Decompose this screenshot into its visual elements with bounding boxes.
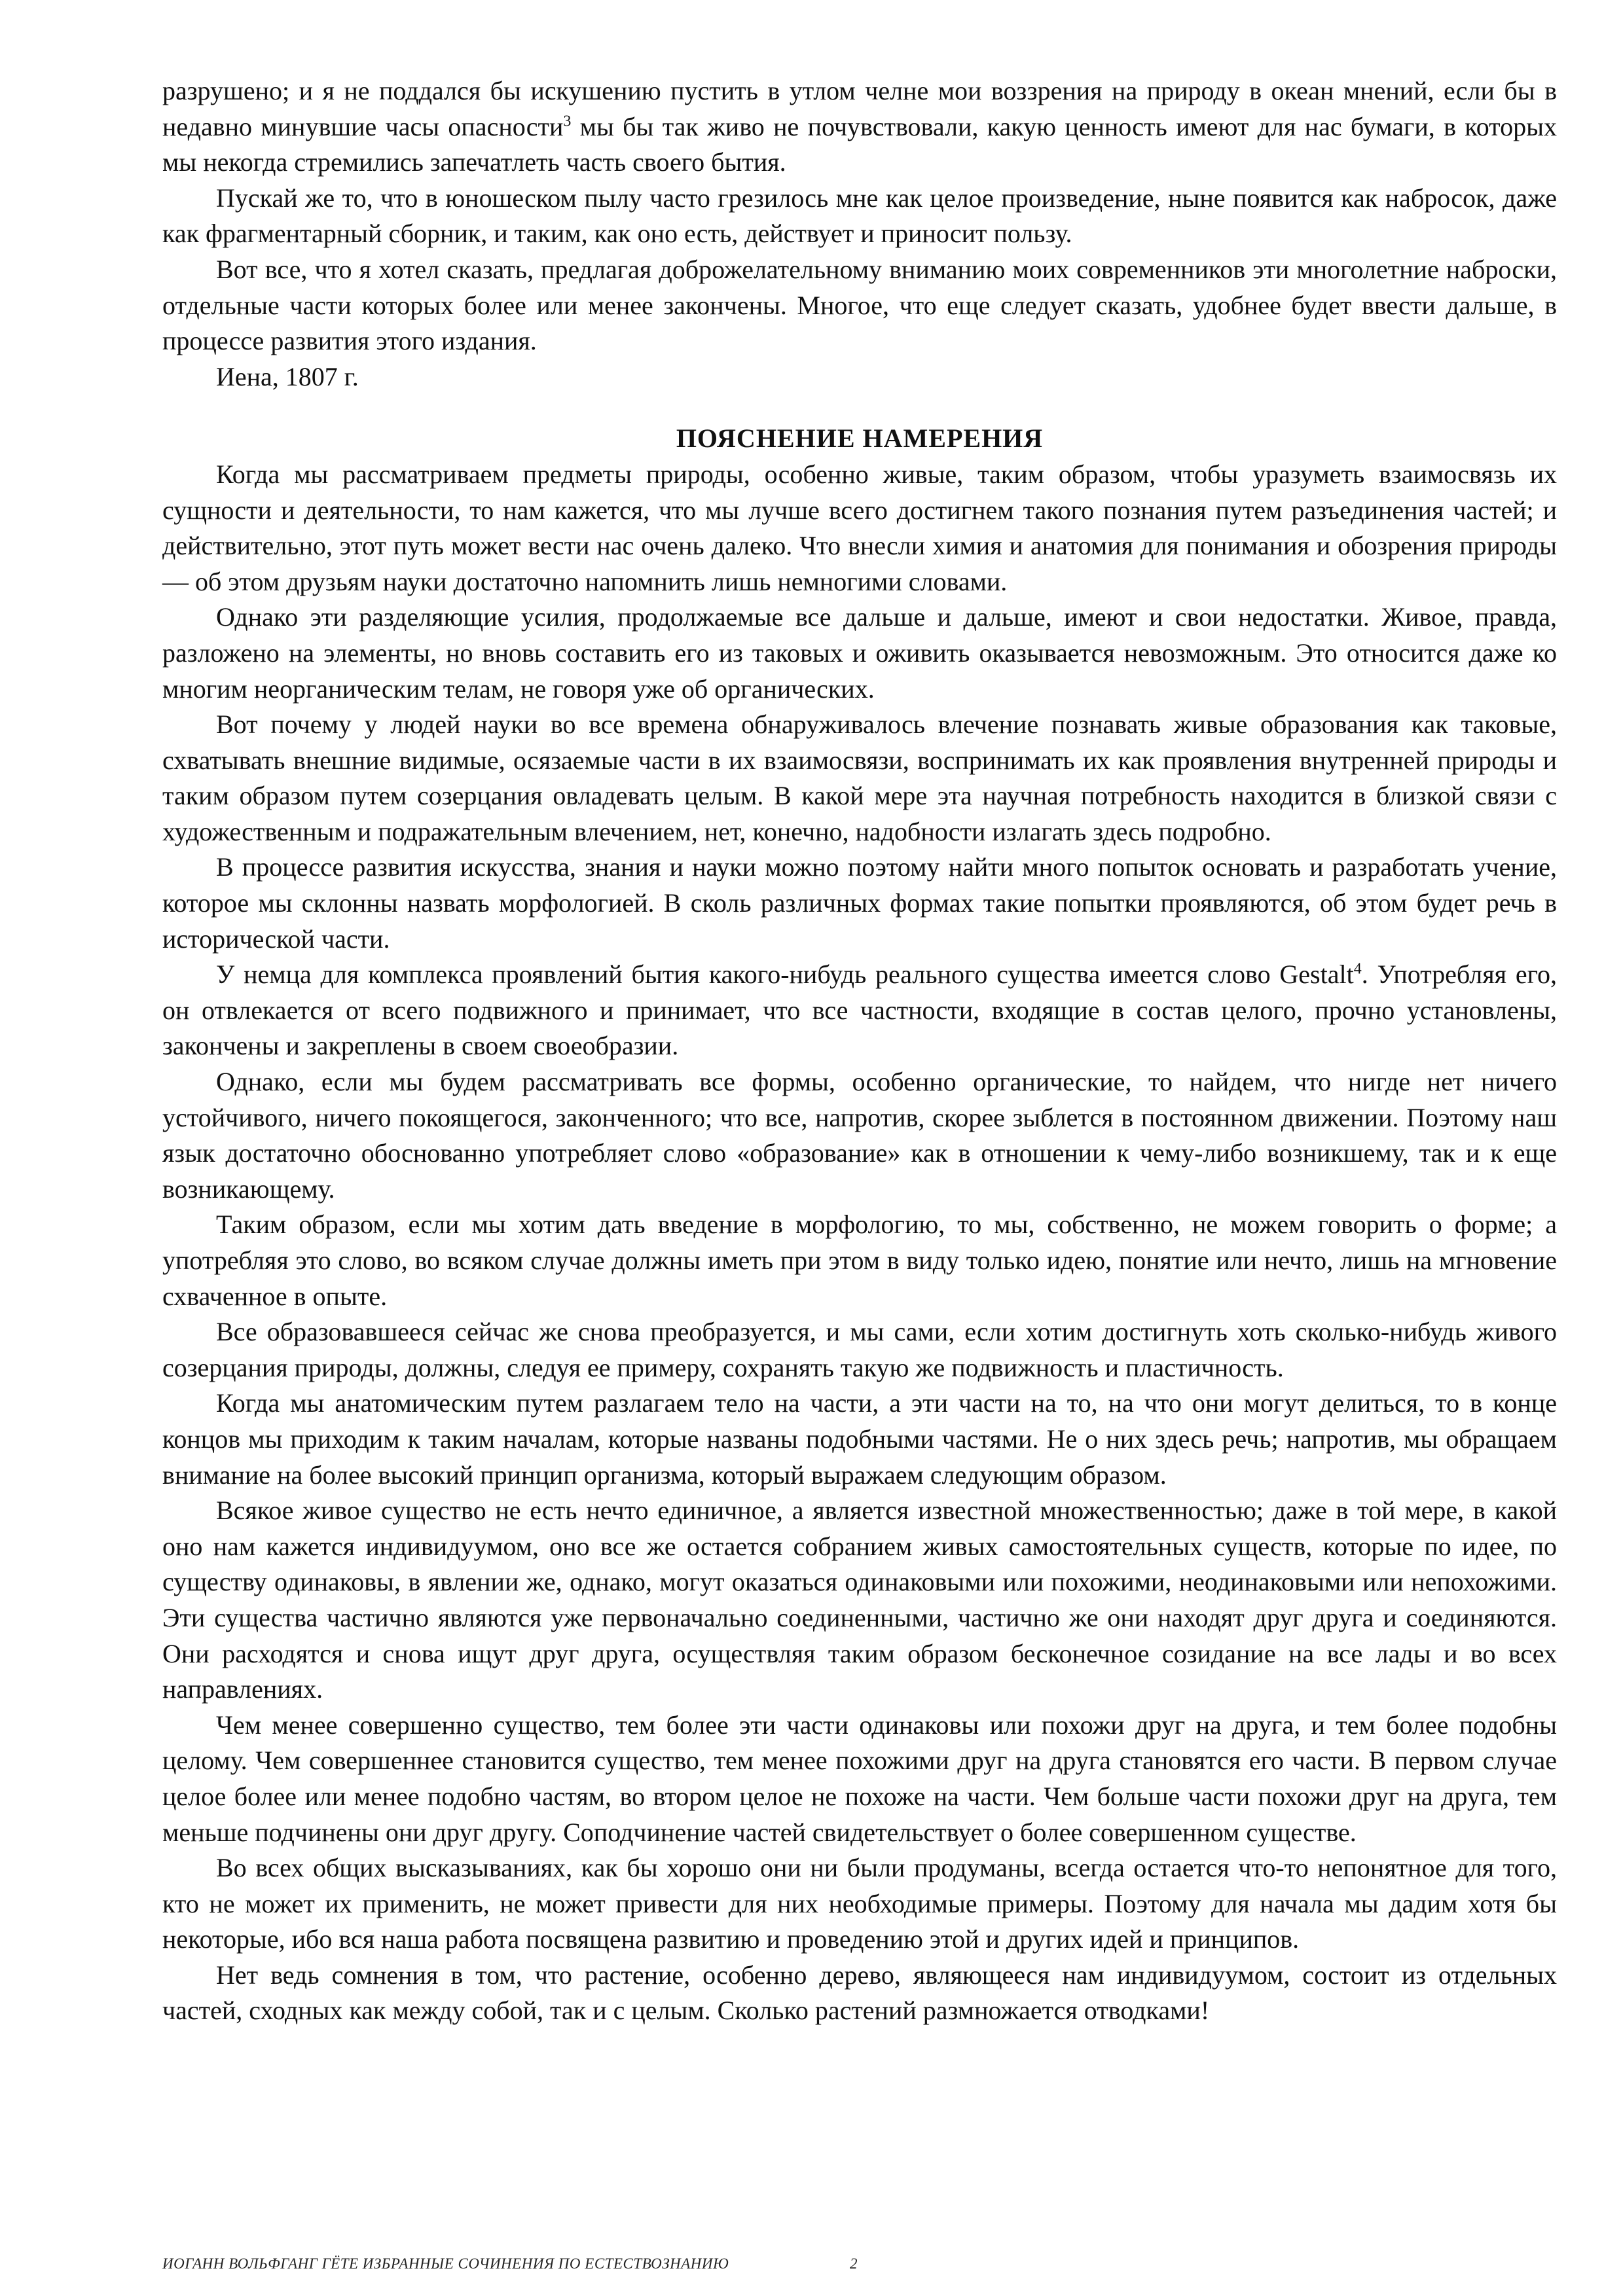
paragraph-text: У немца для комплекса проявлений бытия какого-нибудь реального существа имеется слово Gestalt	[216, 960, 1354, 990]
paragraph: Вот все, что я хотел сказать, предлагая доброжелательному вниманию моих современников эти многолетние наброски, отдельные части которых более или менее закончены. Многое, что еще следует сказать, удобнее будет ввести дальше, в процессе развития этого издания.	[162, 254, 1557, 356]
paragraph: Чем менее совершенно существо, тем более эти части одинаковы или похожи друг на друга, и тем более подобны целому. Чем совершеннее становится существо, тем менее похожими друг на друга становятся его части. В первом случае целое более или менее подобно частям, во втором целое не похоже на части. Чем больше части похожи друг на друга, тем меньше подчинены они друг другу. Соподчинение частей свидетельствует о более совершенном существе.	[162, 1710, 1557, 1847]
running-title: ИОГАНН ВОЛЬФГАНГ ГЁТЕ ИЗБРАННЫЕ СОЧИНЕНИЯ ПО ЕСТЕСТВОЗНАНИЮ	[162, 2255, 729, 2272]
paragraph-continued	[162, 73, 1557, 181]
page-number: 2	[850, 2255, 858, 2272]
paragraph: Вот почему у людей науки во все времена обнаруживалось влечение познавать живые образования как таковые, схватывать внешние видимые, осязаемые части в их взаимосвязи, воспринимать их как проявления внутренней природы и таким образом путем созерцания овладевать целым. В какой мере эта научная потребность находится в близкой связи с художественным и подражательным влечением, нет, конечно, надобности излагать здесь подробно.	[162, 709, 1557, 846]
paragraph	[162, 957, 1557, 1064]
paragraph: Всякое живое существо не есть нечто единичное, а является известной множественностью; даже в той мере, в какой оно нам кажется индивидуумом, оно все же остается собранием живых самостоятельных существ, которые по идее, по существу одинаковы, в явлении же, однако, могут оказаться одинаковыми или похожими, неодинаковыми или непохожими. Эти существа частично являются уже первоначально соединенными, частично же они находят друг друга и соединяются. Они расходятся и снова ищут друг друга, осуществляя таким образом бесконечное созидание на все лады и во всех направлениях.	[162, 1496, 1557, 1704]
paragraph: Однако, если мы будем рассматривать все формы, особенно органические, то найдем, что нигде нет ничего устойчивого, ничего покоящегося, законченного; что все, напротив, скорее зыблется в постоянном движении. Поэтому наш язык достаточно обоснованно употребляет слово «образование» как в отношении к чему-либо возникшему, так и к еще возникающему.	[162, 1067, 1557, 1204]
paragraph-text: разрушено; и я не поддался бы искушению пустить в утлом челне мои воззрения на природу в океан мнений, если бы в недавно минувшие часы опасности	[162, 76, 1557, 141]
paragraph-text: мы бы так живо не почувствовали, какую ценность имеют для нас бумаги, в которых мы некогда стремились запечатлеть часть своего бытия.	[162, 111, 1557, 177]
paragraph: Когда мы рассматриваем предметы природы, особенно живые, таким образом, чтобы уразуметь взаимосвязь их сущности и деятельности, то нам кажется, что мы лучше всего достигнем такого познания путем разъединения частей; и действительно, этот путь может вести нас очень далеко. Что внесли химия и анатомия для понимания и обозрения природы — об этом друзьям науки достаточно напомнить лишь немногими словами.	[162, 459, 1557, 596]
paragraph: Нет ведь сомнения в том, что растение, особенно дерево, являющееся нам индивидуумом, состоит из отдельных частей, сходных как между собой, так и с целым. Сколько растений размножается отводками!	[162, 1960, 1557, 2026]
page-body	[162, 73, 1557, 2029]
footnote-marker[interactable]: 3	[563, 113, 572, 130]
paragraph: Пускай же то, что в юношеском пылу часто грезилось мне как целое произведение, ныне появится как набросок, даже как фрагментарный сборник, и таким, как оно есть, действует и приносит пользу.	[162, 183, 1557, 249]
paragraph: Таким образом, если мы хотим дать введение в морфологию, то мы, собственно, не можем говорить о форме; а употребляя это слово, во всяком случае должны иметь при этом в виду только идею, понятие или нечто, лишь на мгновение схваченное в опыте.	[162, 1210, 1557, 1311]
paragraph: Когда мы анатомическим путем разлагаем тело на части, а эти части на то, на что они могут делиться, то в конце концов мы приходим к таким началам, которые названы подобными частями. Не о них здесь речь; напротив, мы обращаем внимание на более высокий принцип организма, который выражаем следующим образом.	[162, 1388, 1557, 1490]
paragraph: В процессе развития искусства, знания и науки можно поэтому найти много попыток основать и разработать учение, которое мы склонны назвать морфологией. В сколь различных формах такие попытки проявляются, об этом будет речь в исторической части.	[162, 852, 1557, 954]
section-title: ПОЯСНЕНИЕ НАМЕРЕНИЯ	[676, 423, 1044, 454]
paragraph-text: . Употребляя его, он отвлекается от всего подвижного и принимает, что все частности, входящие в состав целого, прочно установлены, закончены и закреплены в своем своеобразии.	[162, 960, 1558, 1061]
paragraph: Во всех общих высказываниях, как бы хорошо они ни были продуманы, всегда остается что-то непонятное для того, кто не может их применить, не может привести для них необходимые примеры. Поэтому для начала мы дадим хотя бы некоторые, ибо вся наша работа посвящена развитию и проведению этой и других идей и принципов.	[162, 1853, 1557, 1954]
page-footer	[162, 2255, 858, 2272]
paragraph: Все образовавшееся сейчас же снова преобразуется, и мы сами, если хотим достигнуть хоть сколько-нибудь живого созерцания природы, должны, следуя ее примеру, сохранять такую же подвижность и пластичность.	[162, 1317, 1557, 1382]
footnote-marker[interactable]: 4	[1353, 960, 1362, 978]
signature-place-date: Иена, 1807 г.	[216, 361, 359, 391]
paragraph: Однако эти разделяющие усилия, продолжаемые все дальше и дальше, имеют и свои недостатки. Живое, правда, разложено на элементы, но вновь составить его из таковых и оживить оказывается невозможным. Это относится даже ко многим неорганическим телам, не говоря уже об органических.	[162, 602, 1557, 704]
